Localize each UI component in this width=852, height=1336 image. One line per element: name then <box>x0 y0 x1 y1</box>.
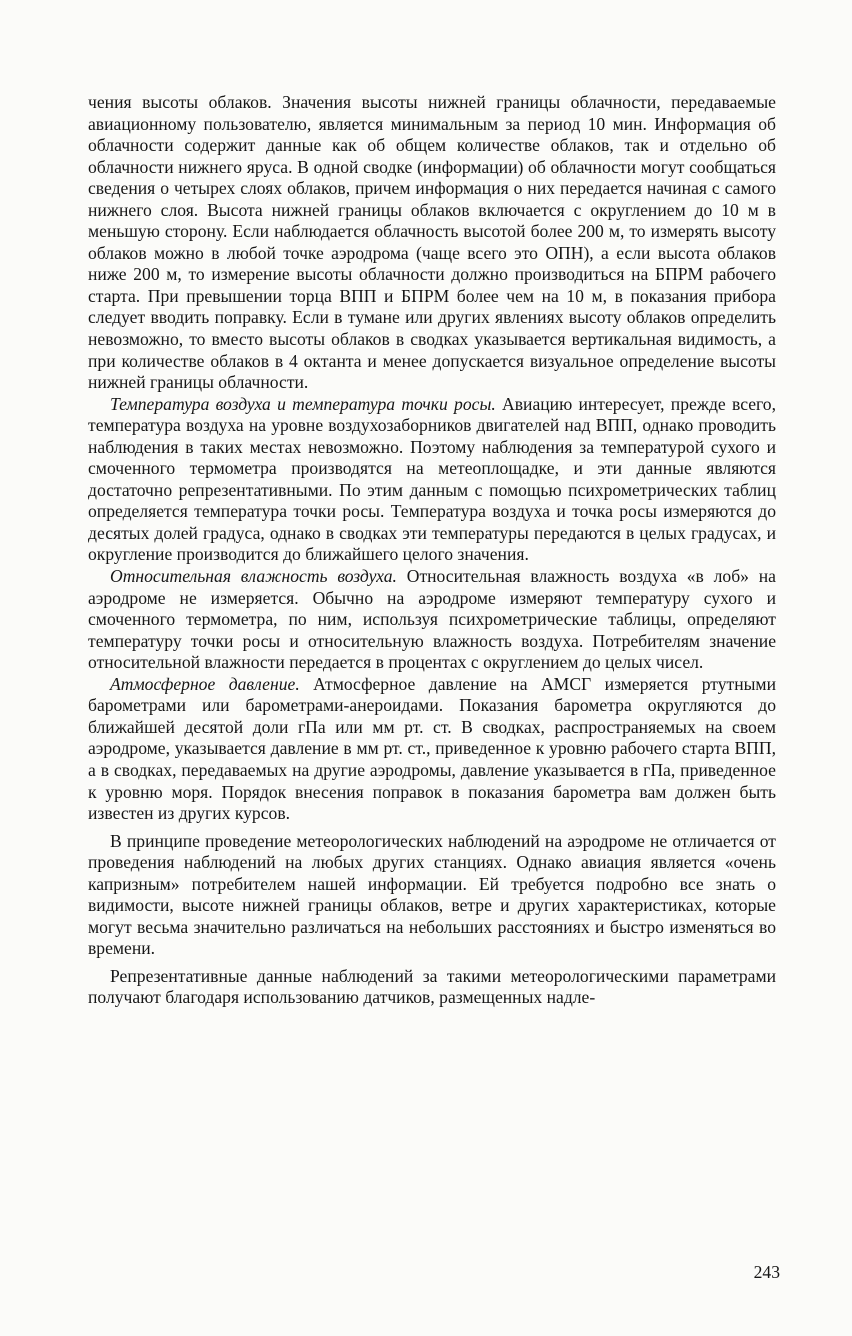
paragraph-text: Атмосферное давление на АМСГ измеряется ртутными барометрами или барометрами-анероидами. Показания барометра округляются до ближайшей десятой доли гПа или мм рт. ст. В сводках, распространяемых на своем аэродроме, указывается давление в мм рт. ст., приведенное к уровню рабочего старта ВПП, а в сводках, передаваемых на другие аэродромы, давление указывается в гПа, приведенное к уровню моря. Порядок внесения поправок в показания барометра вам должен быть известен из других курсов. <box>88 673 776 824</box>
paragraph-heading: Атмосферное давление. <box>110 673 300 694</box>
paragraph-text: Авиацию интересует, прежде всего, температура воздуха на уровне воздухозаборников двигателей над ВПП, однако проводить наблюдения в таких местах невозможно. Поэтому наблюдения за температурой сухого и смоченного термометра производятся на метеоплощадке, и эти данные являются достаточно репрезентативными. По этим данным с помощью психрометрических таблиц определяется температура точки росы. Температура воздуха и точка росы измеряются до десятых долей градуса, однако в сводках эти температуры передаются в целых градусах, и округление производится до ближайшего целого значения. <box>88 393 776 565</box>
paragraph-aviation-observations <box>88 831 776 960</box>
paragraph-relative-humidity <box>88 566 776 674</box>
paragraph-representative-data <box>88 966 776 1009</box>
paragraph-air-temperature <box>88 394 776 566</box>
body-text <box>88 92 776 1009</box>
paragraph-heading: Температура воздуха и температура точки росы. <box>110 393 496 414</box>
page-number: 243 <box>753 1262 780 1282</box>
paragraph-atmospheric-pressure <box>88 674 776 825</box>
paragraph-cloud-height <box>88 92 776 394</box>
paragraph-text: Репрезентативные данные наблюдений за такими метеорологическими параметрами получают благодаря использованию датчиков, размещенных надле- <box>88 965 776 1008</box>
paragraph-text: В принципе проведение метеорологических наблюдений на аэродроме не отличается от проведения наблюдений на любых других станциях. Однако авиация является «очень капризным» потребителем нашей информации. Ей требуется подробно все знать о видимости, высоте нижней границы облаков, ветре и других характеристиках, которые могут весьма значительно различаться на небольших расстояниях и быстро изменяться во времени. <box>88 830 776 959</box>
paragraph-text: Относительная влажность воздуха «в лоб» на аэродроме не измеряется. Обычно на аэродроме измеряют температуру сухого и смоченного термометра, по ним, используя психрометрические таблицы, определяют температуру точки росы и относительную влажность воздуха. Потребителям значение относительной влажности передается в процентах с округлением до целых чисел. <box>88 566 776 673</box>
paragraph-heading: Относительная влажность воздуха. <box>110 566 397 587</box>
paragraph-text: чения высоты облаков. Значения высоты нижней границы облачности, передаваемые авиационному пользователю, является минимальным за период 10 мин. Информация об облачности содержит данные как об общем количестве облаков, так и отдельно об облачности нижнего яруса. В одной сводке (информации) об облачности могут сообщаться сведения о четырех слоях облаков, причем информация о них передается начиная с самого нижнего слоя. Высота нижней границы облаков включается с округлением до 10 м в меньшую сторону. Если наблюдается облачность высотой более 200 м, то измерять высоту облаков можно в любой точке аэродрома (чаще всего это ОПН), а если высота облаков ниже 200 м, то измерение высоты облачности должно производиться на БПРМ рабочего старта. При превышении торца ВПП и БПРМ более чем на 10 м, в показания прибора следует вводить поправку. Если в тумане или других явлениях высоту облаков определить невозможно, то вместо высоты облаков в сводках указывается вертикальная видимость, а при количестве облаков в 4 октанта и менее допускается визуальное определение высоты нижней границы облачности. <box>88 92 776 393</box>
